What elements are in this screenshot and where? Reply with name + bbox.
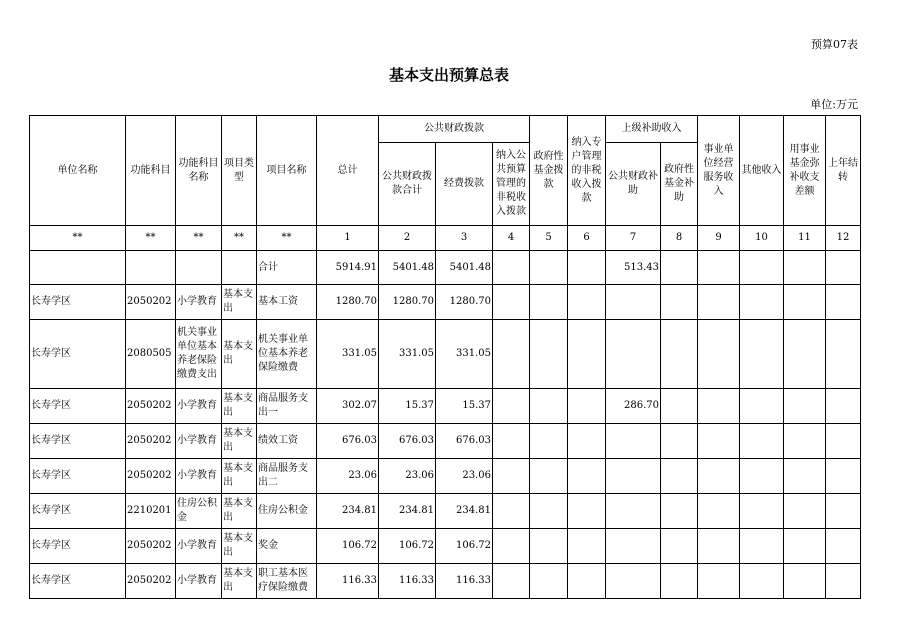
total-cell: 302.07 [317, 389, 379, 424]
page-title: 基本支出预算总表 [388, 66, 509, 84]
upper-public-cell [606, 320, 661, 389]
table-row [30, 529, 861, 564]
upper-gov-cell [661, 320, 698, 389]
col-group-public: 公共财政拨款 [379, 116, 530, 143]
gov-fund-cell [530, 285, 568, 320]
item-name-cell: 机关事业单位基本养老保险缴费 [257, 320, 317, 389]
col-upper-gov: 政府性基金补助 [661, 143, 698, 226]
carry-cell [826, 389, 861, 424]
reserve-cell [784, 564, 826, 599]
upper-gov-cell [661, 424, 698, 459]
nontax-cell [493, 320, 530, 389]
col-group-upper: 上级补助收入 [606, 116, 698, 143]
upper-gov-cell [661, 494, 698, 529]
unit-cell: 长寿学区 [30, 494, 126, 529]
upper-public-cell [606, 459, 661, 494]
business-cell [698, 529, 740, 564]
index-cell: 12 [826, 226, 861, 251]
unit-cell: 长寿学区 [30, 459, 126, 494]
unit-cell: 长寿学区 [30, 529, 126, 564]
total-cell: 234.81 [317, 494, 379, 529]
col-func-name: 功能科目名称 [176, 116, 222, 226]
col-expense: 经费拨款 [436, 143, 493, 226]
func-name-cell: 小学教育 [176, 389, 222, 424]
total-label: 合计 [257, 251, 317, 285]
func-name-cell: 小学教育 [176, 564, 222, 599]
expense-cell: 676.03 [436, 424, 493, 459]
table-row [30, 285, 861, 320]
other-cell [740, 564, 784, 599]
item-name-cell: 基本工资 [257, 285, 317, 320]
gov-fund-cell [530, 564, 568, 599]
item-type-cell: 基本支出 [222, 285, 257, 320]
nontax-cell [493, 494, 530, 529]
index-row [30, 226, 861, 251]
func-name-cell: 小学教育 [176, 459, 222, 494]
expense-cell: 1280.70 [436, 285, 493, 320]
upper-gov-cell [661, 389, 698, 424]
gov-fund-cell [530, 320, 568, 389]
item-name-cell: 商品服务支出二 [257, 459, 317, 494]
col-total: 总计 [317, 116, 379, 226]
col-unit-name: 单位名称 [30, 116, 126, 226]
func-name-cell: 小学教育 [176, 529, 222, 564]
business-cell [698, 564, 740, 599]
table-row [30, 320, 861, 389]
item-type-cell: 基本支出 [222, 320, 257, 389]
upper-gov-cell [661, 459, 698, 494]
item-name-cell: 绩效工资 [257, 424, 317, 459]
index-cell: 4 [493, 226, 530, 251]
reserve-cell [784, 285, 826, 320]
reserve-cell [784, 389, 826, 424]
unit-label: 单位:万元 [810, 98, 858, 111]
carry-cell [826, 424, 861, 459]
code-cell: 2050202 [126, 285, 176, 320]
expense-cell: 15.37 [436, 389, 493, 424]
carry-cell [826, 320, 861, 389]
upper-gov-cell [661, 285, 698, 320]
col-public-sum: 公共财政拨款合计 [379, 143, 436, 226]
special-nontax-cell [568, 564, 606, 599]
total-cell: 106.72 [317, 529, 379, 564]
expense-cell: 23.06 [436, 459, 493, 494]
code-cell: 2050202 [126, 564, 176, 599]
expense-cell: 106.72 [436, 529, 493, 564]
public-sum-cell: 106.72 [379, 529, 436, 564]
code-cell: 2210201 [126, 494, 176, 529]
index-cell: 1 [317, 226, 379, 251]
special-nontax-cell [568, 285, 606, 320]
unit-cell: 长寿学区 [30, 389, 126, 424]
total-row [30, 251, 861, 285]
other-cell [740, 529, 784, 564]
nontax-cell [493, 424, 530, 459]
func-name-cell: 机关事业单位基本养老保险缴费支出 [176, 320, 222, 389]
business-cell [698, 320, 740, 389]
other-cell [740, 389, 784, 424]
nontax-cell [493, 459, 530, 494]
col-func-code: 功能科目 [126, 116, 176, 226]
index-cell: ** [30, 226, 126, 251]
carry-cell [826, 285, 861, 320]
gov-fund-cell [530, 494, 568, 529]
nontax-cell [493, 389, 530, 424]
col-other: 其他收入 [740, 116, 784, 226]
special-nontax-cell [568, 424, 606, 459]
col-item-name: 项目名称 [257, 116, 317, 226]
item-type-cell: 基本支出 [222, 424, 257, 459]
expense-cell: 116.33 [436, 564, 493, 599]
func-name-cell: 小学教育 [176, 285, 222, 320]
col-gov-fund: 政府性基金拨款 [530, 116, 568, 226]
public-sum-cell: 676.03 [379, 424, 436, 459]
business-cell [698, 494, 740, 529]
public-sum-cell: 234.81 [379, 494, 436, 529]
index-cell: ** [257, 226, 317, 251]
item-type-cell: 基本支出 [222, 564, 257, 599]
total-cell: 331.05 [317, 320, 379, 389]
other-cell [740, 424, 784, 459]
public-sum-cell: 116.33 [379, 564, 436, 599]
nontax-cell [493, 564, 530, 599]
index-cell: 5 [530, 226, 568, 251]
special-nontax-cell [568, 529, 606, 564]
unit-cell: 长寿学区 [30, 564, 126, 599]
code-cell: 2050202 [126, 459, 176, 494]
public-sum-cell: 331.05 [379, 320, 436, 389]
carry-cell [826, 459, 861, 494]
item-name-cell: 住房公积金 [257, 494, 317, 529]
business-cell [698, 459, 740, 494]
total-cell: 116.33 [317, 564, 379, 599]
item-name-cell: 商品服务支出一 [257, 389, 317, 424]
code-cell: 2080505 [126, 320, 176, 389]
total-cell: 676.03 [317, 424, 379, 459]
item-name-cell: 职工基本医疗保险缴费 [257, 564, 317, 599]
reserve-cell [784, 459, 826, 494]
col-special-nontax: 纳入专户管理的非税收入拨款 [568, 116, 606, 226]
upper-gov-cell [661, 564, 698, 599]
other-cell [740, 459, 784, 494]
unit-cell: 长寿学区 [30, 285, 126, 320]
table-row [30, 564, 861, 599]
total-cell: 1280.70 [317, 285, 379, 320]
col-reserve: 用事业基金弥补收支差额 [784, 116, 826, 226]
other-cell [740, 494, 784, 529]
index-cell: 10 [740, 226, 784, 251]
upper-public-cell [606, 564, 661, 599]
func-name-cell: 住房公积金 [176, 494, 222, 529]
unit-cell: 长寿学区 [30, 424, 126, 459]
gov-fund-cell [530, 424, 568, 459]
code-cell: 2050202 [126, 529, 176, 564]
col-carry: 上年结转 [826, 116, 861, 226]
total-amount: 5914.91 [317, 251, 379, 285]
budget-table [29, 115, 861, 599]
item-type-cell: 基本支出 [222, 459, 257, 494]
col-upper-public: 公共财政补助 [606, 143, 661, 226]
col-business: 事业单位经营服务收入 [698, 116, 740, 226]
item-name-cell: 奖金 [257, 529, 317, 564]
code-cell: 2050202 [126, 424, 176, 459]
carry-cell [826, 494, 861, 529]
gov-fund-cell [530, 529, 568, 564]
code-cell: 2050202 [126, 389, 176, 424]
index-cell: ** [222, 226, 257, 251]
reserve-cell [784, 320, 826, 389]
unit-cell: 长寿学区 [30, 320, 126, 389]
public-sum-cell: 15.37 [379, 389, 436, 424]
table-row [30, 494, 861, 529]
expense-cell: 234.81 [436, 494, 493, 529]
total-upper-public: 513.43 [606, 251, 661, 285]
index-cell: 6 [568, 226, 606, 251]
table-row [30, 389, 861, 424]
upper-public-cell: 286.70 [606, 389, 661, 424]
gov-fund-cell [530, 459, 568, 494]
item-type-cell: 基本支出 [222, 529, 257, 564]
table-row [30, 459, 861, 494]
func-name-cell: 小学教育 [176, 424, 222, 459]
business-cell [698, 285, 740, 320]
index-cell: 9 [698, 226, 740, 251]
header-row-1 [30, 116, 861, 143]
index-cell: 11 [784, 226, 826, 251]
item-type-cell: 基本支出 [222, 494, 257, 529]
gov-fund-cell [530, 389, 568, 424]
reserve-cell [784, 529, 826, 564]
upper-public-cell [606, 529, 661, 564]
index-cell: ** [126, 226, 176, 251]
upper-public-cell [606, 494, 661, 529]
carry-cell [826, 564, 861, 599]
nontax-cell [493, 529, 530, 564]
index-cell: 7 [606, 226, 661, 251]
business-cell [698, 389, 740, 424]
public-sum-cell: 23.06 [379, 459, 436, 494]
upper-public-cell [606, 285, 661, 320]
total-public-sum: 5401.48 [379, 251, 436, 285]
nontax-cell [493, 285, 530, 320]
special-nontax-cell [568, 459, 606, 494]
index-cell: 2 [379, 226, 436, 251]
col-nontax: 纳入公共预算管理的非税收入拨款 [493, 143, 530, 226]
expense-cell: 331.05 [436, 320, 493, 389]
special-nontax-cell [568, 320, 606, 389]
item-type-cell: 基本支出 [222, 389, 257, 424]
carry-cell [826, 529, 861, 564]
table-row [30, 424, 861, 459]
form-id-label: 预算07表 [811, 38, 858, 51]
special-nontax-cell [568, 389, 606, 424]
index-cell: 8 [661, 226, 698, 251]
col-item-type: 项目类型 [222, 116, 257, 226]
total-cell: 23.06 [317, 459, 379, 494]
reserve-cell [784, 424, 826, 459]
total-expense: 5401.48 [436, 251, 493, 285]
upper-public-cell [606, 424, 661, 459]
index-cell: 3 [436, 226, 493, 251]
upper-gov-cell [661, 529, 698, 564]
business-cell [698, 424, 740, 459]
public-sum-cell: 1280.70 [379, 285, 436, 320]
index-cell: ** [176, 226, 222, 251]
reserve-cell [784, 494, 826, 529]
other-cell [740, 285, 784, 320]
other-cell [740, 320, 784, 389]
special-nontax-cell [568, 494, 606, 529]
